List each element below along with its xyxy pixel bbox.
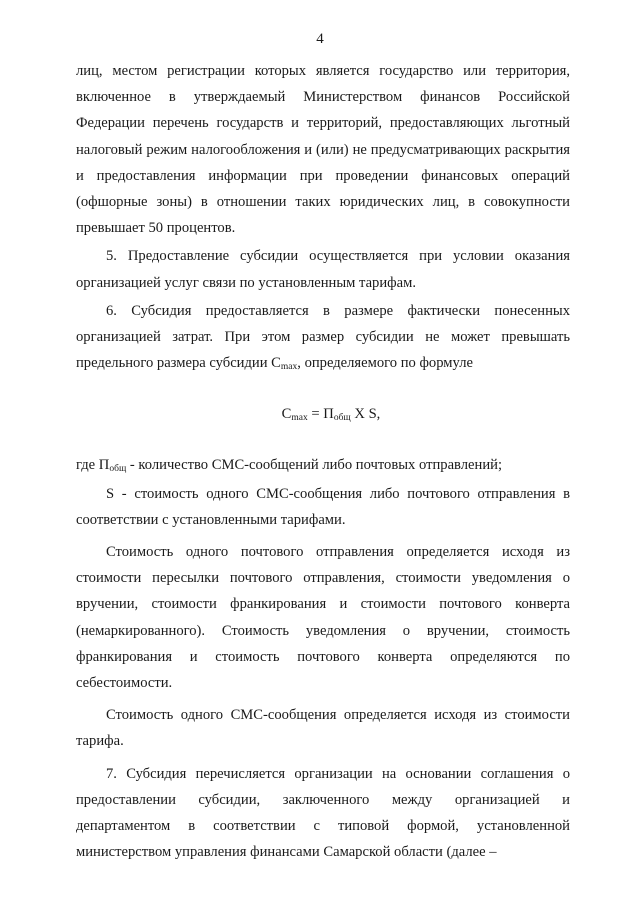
formula-equals-p: = П bbox=[307, 406, 334, 423]
paragraph-item-6 bbox=[76, 298, 570, 377]
formula-definition-s: S - стоимость одного СМС-сообщения либо почтового отправления в соответствии с установленными тарифами. bbox=[76, 485, 570, 528]
paragraph-sms-cost: Стоимость одного СМС-сообщения определяется исходя из стоимости тарифа. bbox=[76, 707, 570, 750]
page-number: 4 bbox=[316, 31, 324, 47]
c-max-subscript: max bbox=[280, 362, 298, 373]
document-body bbox=[76, 58, 570, 865]
item-6-text-end: , определяемого по формуле bbox=[297, 355, 473, 372]
formula-definition-p bbox=[76, 452, 570, 478]
paragraph-item-5: 5. Предоставление субсидии осуществляется при условии оказания организацией услуг связи по установленным тарифам. bbox=[76, 248, 570, 291]
paragraph-continuation: лиц, местом регистрации которых является государство или территория, включенное в утверждаемый Министерством финансов Российской Федерации перечень государств и территорий, предоставляющих льготный налоговый режим налогообложения и (или) не предусматривающих раскрытия и предоставления информации при проведении финансовых операций (офшорные зоны) в отношении таких юридических лиц, в совокупности превышает 50 процентов. bbox=[76, 63, 570, 237]
item-6-text: 6. Субсидия предоставляется в размере фактически понесенных организацией затрат. При этом размер субсидии не может превышать предельного размера субсидии С bbox=[76, 302, 570, 372]
definition-p-end: - количество СМС-сообщений либо почтовых отправлений; bbox=[126, 457, 502, 474]
formula-c: C bbox=[281, 406, 292, 423]
formula-p-subscript: общ bbox=[333, 413, 351, 424]
paragraph-postal-cost: Стоимость одного почтового отправления определяется исходя из стоимости пересылки почтового отправления, стоимости уведомления о вручении, стоимости франкирования и стоимости почтового конверта (немаркированного). Стоимость уведомления о вручении, стоимость франкирования и стоимость почтового конверта определяются по себестоимости. bbox=[76, 544, 570, 692]
definition-p-subscript: общ bbox=[109, 464, 127, 475]
formula bbox=[76, 376, 570, 452]
formula-rest: X S, bbox=[350, 406, 381, 423]
formula-c-subscript: max bbox=[291, 413, 308, 424]
definition-p-start: где П bbox=[76, 457, 110, 474]
paragraph-item-7: 7. Субсидия перечисляется организации на основании соглашения о предоставлении субсидии, заключенного между организацией и департаментом в соответствии с типовой формой, установленной министерством управления финансами Самарской области (далее – bbox=[76, 765, 570, 861]
